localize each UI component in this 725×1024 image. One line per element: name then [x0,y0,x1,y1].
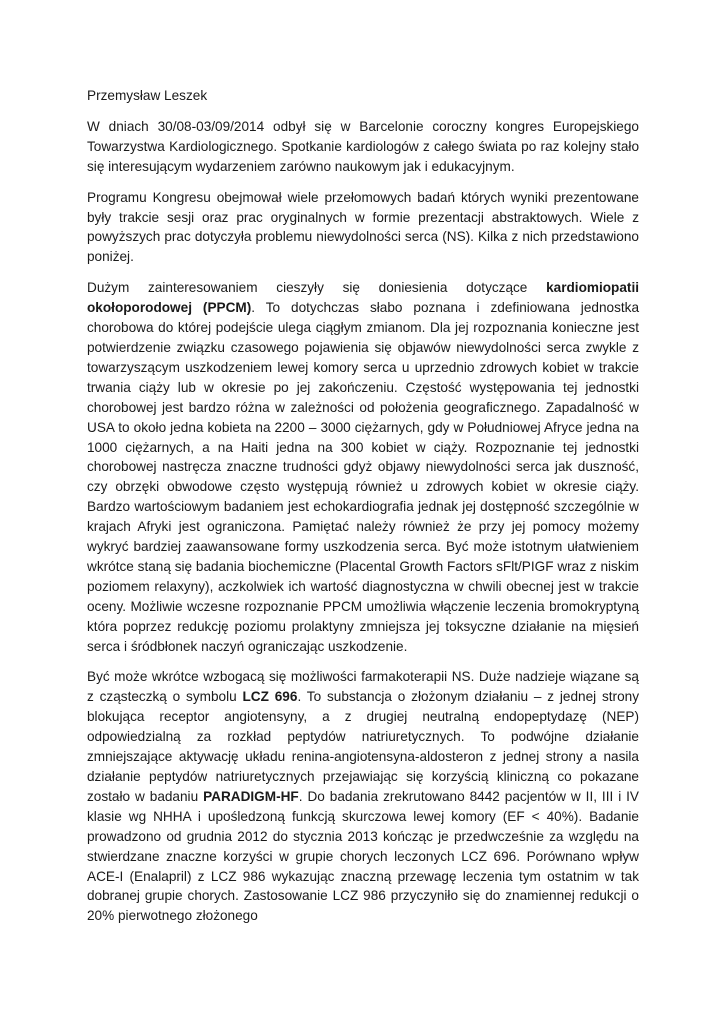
paragraph-4-body: . Do badania zrekrutowano 8442 pacjentów w II, III i IV klasie wg NHHA i upośledzoną funkcją skurczowa lewej komory (EF < 40%). Badanie prowadzono od grudnia 2012 do stycznia 2013 kończąc je przedwcześnie za względu na stwierdzane znaczne korzyści w grupie chorych leczonych LCZ 696. Porównano wpływ ACE-I (Enalapril) z LCZ 986 wykazując znaczną przewagę leczenia tym ostatnim w tak dobranej grupie chorych. Zastosowanie LCZ 986 przyczyniło się do znamiennej redukcji o 20% pierwotnego złożonego [87,788,639,924]
term-paradigm-hf: PARADIGM-HF [203,788,299,804]
paragraph-3 [87,278,639,656]
author-name: Przemysław Leszek [87,88,208,103]
term-ppcm: kardiomiopatii okołoporodowej (PPCM) [87,280,639,316]
paragraph-3-intro: Dużym zainteresowaniem cieszyły się doniesienia dotyczące [87,280,547,296]
paragraph-1: W dniach 30/08-03/09/2014 odbył się w Barcelonie coroczny kongres Europejskiego Towarzystwa Kardiologicznego. Spotkanie kardiologów z całego świata po raz kolejny stało się interesującym wydarzeniem zarówno naukowym jak i edukacyjnym. [87,118,639,174]
paragraph-4 [87,667,639,926]
paragraph-4-intro: Być może wkrótce wzbogacą się możliwości farmakoterapii NS. Duże nadzieje wiązane są z cząsteczką o symbolu [87,669,639,705]
document-body [87,86,639,937]
paragraph-4-middle: . To substancja o złożonym działaniu – z jednej strony blokująca receptor angiotensyny, a z drugiej neutralną endopeptydazę (NEP) odpowiedzialną za rozkład peptydów natriuretycznych. To podwójne działanie zmniejszające aktywację układu renina-angiotensyna-aldosteron z jednej strony a nasila działanie peptydów natriuretycznych przejawiając się korzyścią kliniczną co pokazane zostało w badaniu [87,689,639,804]
term-lcz696: LCZ 696 [242,689,298,705]
paragraph-3-body: . To dotychczas słabo poznana i zdefiniowana jednostka chorobowa do której podejście ulega ciągłym zmianom. Dla jej rozpoznania konieczne jest potwierdzenie związku czasowego pojawienia się objawów niewydolności serca zwykle z towarzyszącym uszkodzeniem lewej komory serca u uprzednio zdrowych kobiet w trakcie trwania ciąży lub w okresie po jej zakończeniu. Częstość występowania tej jednostki chorobowej jest bardzo różna w zależności od położenia geograficznego. Zapadalność w USA to około jedna kobieta na 2200 – 3000 ciężarnych, gdy w Południowej Afryce jedna na 1000 ciężarnych, a na Haiti jedna na 300 kobiet w ciąży. Rozpoznanie tej jednostki chorobowej nastręcza znaczne trudności gdyż objawy niewydolności serca jak duszność, czy obrzęki obwodowe często występują również u zdrowych kobiet w okresie ciąży. Bardzo wartościowym badaniem jest echokardiografia jednak jej dostępność szczególnie w krajach Afryki jest ograniczona. Pamiętać należy również że przy jej pomocy możemy wykryć bardziej zaawansowane formy uszkodzenia serca. Być może istotnym ułatwieniem wkrótce staną się badania biochemiczne (Placental Growth Factors sFlt/PIGF wraz z niskim poziomem relaxyny), aczkolwiek ich wartość diagnostyczna w chwili obecnej jest w trakcie oceny. Możliwie wczesne rozpoznanie PPCM umożliwia włączenie leczenia bromokryptyną która poprzez redukcję poziomu prolaktyny zmniejsza jej toksyczne działanie na mięsień serca i śródbłonek naczyń ograniczając uszkodzenie. [87,300,639,654]
paragraph-2: Programu Kongresu obejmował wiele przełomowych badań których wyniki prezentowane były trakcie sesji oraz prac oryginalnych w formie prezentacji abstraktowych. Wiele z powyższych prac dotyczyła problemu niewydolności serca (NS). Kilka z nich przedstawiono poniżej. [87,189,639,265]
